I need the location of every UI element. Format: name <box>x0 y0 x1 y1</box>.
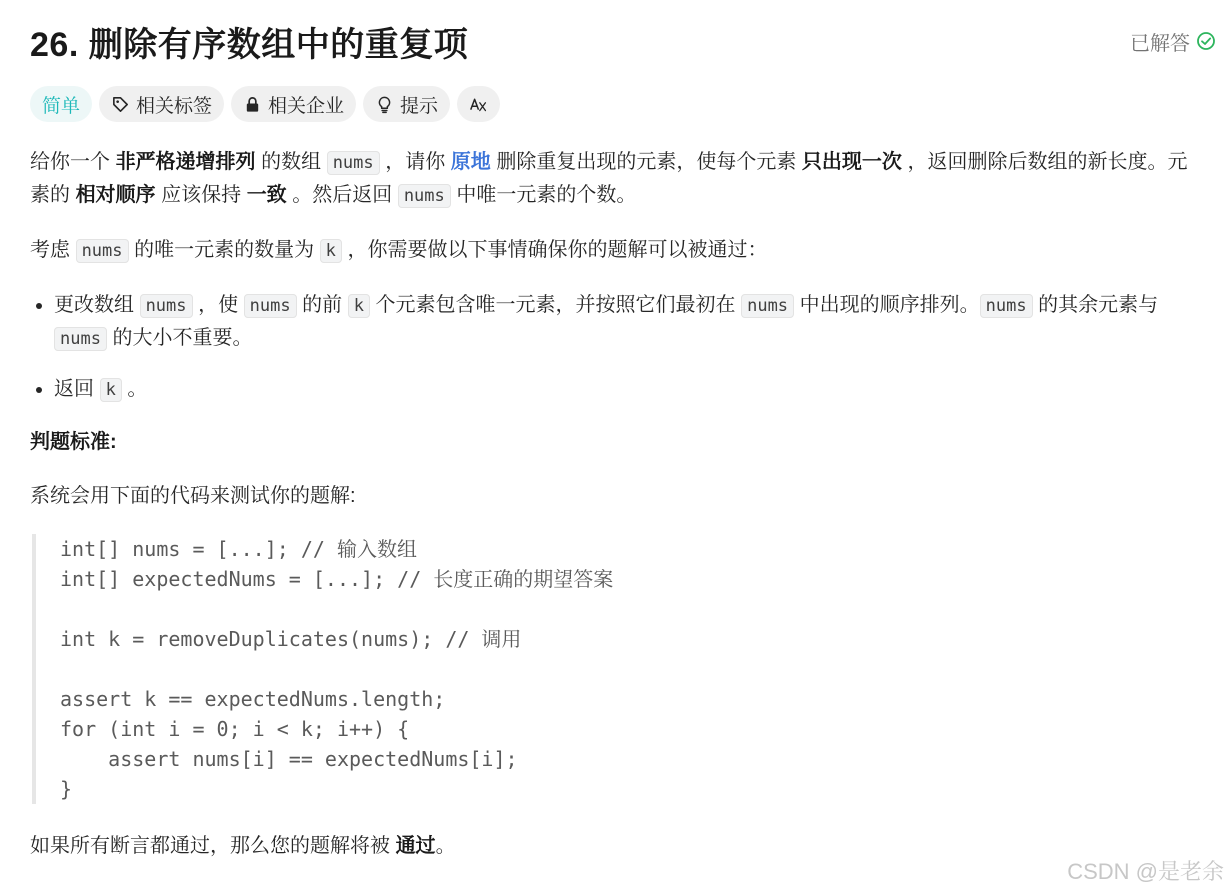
related-companies-label: 相关企业 <box>268 95 345 117</box>
text: 考虑 <box>30 239 76 261</box>
hint-button[interactable] <box>363 86 450 122</box>
text: 的大小不重要。 <box>106 327 253 349</box>
requirement-paragraph <box>30 234 1194 267</box>
difficulty-badge <box>30 86 92 122</box>
bold-text: 一致 <box>246 184 287 206</box>
text: 。 <box>121 378 148 400</box>
final-paragraph <box>30 830 1194 862</box>
inline-code: nums <box>140 294 193 318</box>
bold-text: 通过 <box>395 835 436 857</box>
inline-code: nums <box>398 184 451 208</box>
bold-text: 非严格递增排列 <box>115 151 256 173</box>
lock-icon <box>243 95 262 114</box>
watermark: CSDN @是老余 <box>1067 859 1224 884</box>
tag-icon <box>111 95 130 114</box>
text: 删除重复出现的元素，使每个元素 <box>490 151 802 173</box>
list-item <box>54 289 1194 355</box>
code-block: int[] nums = [...]; // 输入数组 int[] expectedNums = [...]; // 长度正确的期望答案 int k = removeDuplicates(nums); // 调用 assert k == expectedNums.length; for (int i = 0; i < k; i++) { assert nums[i] == expectedNums[i]; } <box>32 534 1194 804</box>
text: 个元素包含唯一元素，并按照它们最初在 <box>369 294 742 316</box>
translate-icon <box>469 95 488 114</box>
text: 如果所有断言都通过，那么您的题解将被 <box>30 835 396 857</box>
hint-label: 提示 <box>400 95 439 117</box>
related-companies-button[interactable] <box>231 86 356 122</box>
solved-status <box>1130 27 1216 56</box>
inline-code: nums <box>244 294 297 318</box>
text: 的唯一元素的数量为 <box>128 239 320 261</box>
inline-code: k <box>100 378 122 402</box>
judge-heading-text: 判题标准: <box>30 431 117 453</box>
bold-text: 只出现一次 <box>801 151 902 173</box>
related-tags-button[interactable] <box>99 86 224 122</box>
in-place-link[interactable]: 原地 <box>450 151 491 173</box>
inline-code: nums <box>327 151 380 175</box>
judge-heading <box>30 426 1194 458</box>
text: 给你一个 <box>30 151 116 173</box>
text: 的其余元素与 <box>1032 294 1159 316</box>
tag-bar <box>30 86 500 122</box>
title-row <box>30 18 1216 64</box>
text: ，使 <box>192 294 244 316</box>
text: 更改数组 <box>54 294 140 316</box>
inline-code: k <box>348 294 370 318</box>
list-item <box>54 373 1194 406</box>
translate-button[interactable] <box>457 86 500 122</box>
text: 。 <box>435 835 456 857</box>
problem-content <box>30 146 1194 884</box>
solved-label: 已解答 <box>1130 32 1190 55</box>
text: 应该保持 <box>155 184 247 206</box>
text: 。然后返回 <box>286 184 398 206</box>
text: 中出现的顺序排列。 <box>794 294 980 316</box>
inline-code: nums <box>54 327 107 351</box>
description-paragraph <box>30 146 1194 212</box>
inline-code: k <box>320 239 342 263</box>
inline-code: nums <box>741 294 794 318</box>
text: 的前 <box>296 294 348 316</box>
text: 返回 <box>54 378 100 400</box>
related-tags-label: 相关标签 <box>136 95 213 117</box>
text: ，返回删除后数组的新长度。元素的 <box>30 151 1188 206</box>
requirement-list <box>30 289 1194 406</box>
text: 的数组 <box>255 151 327 173</box>
difficulty-label: 简单 <box>42 95 81 117</box>
text: ，请你 <box>379 151 451 173</box>
judge-intro: 系统会用下面的代码来测试你的题解: <box>30 485 356 507</box>
text: 中唯一元素的个数。 <box>450 184 637 206</box>
lightbulb-icon <box>375 95 394 114</box>
check-circle-icon <box>1196 31 1216 51</box>
problem-title[interactable]: 26. 删除有序数组中的重复项 <box>30 25 469 64</box>
inline-code: nums <box>980 294 1033 318</box>
bold-text: 相对顺序 <box>75 184 156 206</box>
text: ，你需要做以下事情确保你的题解可以被通过： <box>341 239 768 261</box>
inline-code: nums <box>76 239 129 263</box>
